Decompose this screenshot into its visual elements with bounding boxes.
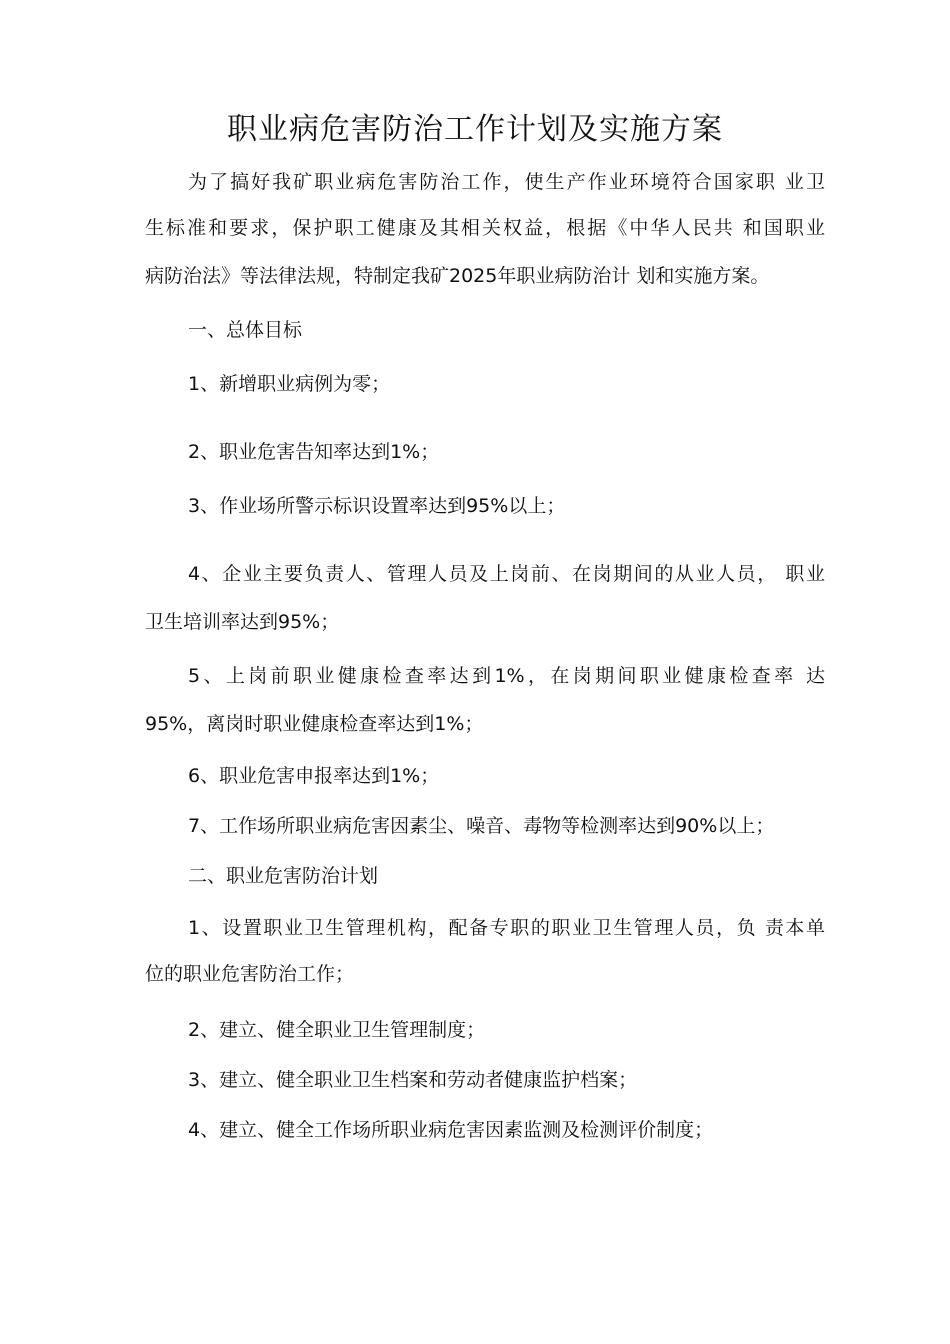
plan-item-1-line-2: 位的职业危害防治工作； [145, 963, 355, 985]
plan-item-4: 4、建立、健全工作场所职业病危害因素监测及检测评价制度； [188, 1119, 714, 1141]
goal-item-5-line-2: 95%，离岗时职业健康检查率达到1%； [145, 713, 484, 735]
document-title: 职业病危害防治工作计划及实施方案 [227, 112, 723, 147]
intro-line-3: 病防治法》等法律法规，特制定我矿2025年职业病防治计 划和实施方案。 [145, 265, 770, 287]
goal-item-2: 2、职业危害告知率达到1%； [188, 441, 440, 463]
goal-item-4-line-2: 卫生培训率达到95%； [145, 611, 340, 633]
plan-item-1-line-1: 1、设置职业卫生管理机构，配备专职的职业卫生管理人员，负 责本单 [188, 917, 825, 939]
goal-item-7: 7、工作场所职业病危害因素尘、噪音、毒物等检测率达到90%以上； [188, 815, 775, 837]
goal-item-6: 6、职业危害申报率达到1%； [188, 765, 440, 787]
intro-line-2: 生标准和要求，保护职工健康及其相关权益，根据《中华人民共 和国职业 [145, 217, 825, 239]
goal-item-1: 1、新增职业病例为零； [188, 373, 391, 395]
section2-heading: 二、职业危害防治计划 [188, 865, 379, 887]
intro-line-1: 为了搞好我矿职业病危害防治工作，使生产作业环境符合国家职 业卫 [188, 171, 825, 193]
goal-item-5-line-1: 5、上岗前职业健康检查率达到1%，在岗期间职业健康检查率 达 [188, 665, 825, 687]
plan-item-3: 3、建立、健全职业卫生档案和劳动者健康监护档案； [188, 1069, 638, 1091]
goal-item-4-line-1: 4、企业主要负责人、管理人员及上岗前、在岗期间的从业人员， 职业 [188, 563, 825, 585]
plan-item-2: 2、建立、健全职业卫生管理制度； [188, 1019, 486, 1041]
section1-heading: 一、总体目标 [188, 319, 303, 341]
goal-item-3: 3、作业场所警示标识设置率达到95%以上； [188, 495, 566, 517]
